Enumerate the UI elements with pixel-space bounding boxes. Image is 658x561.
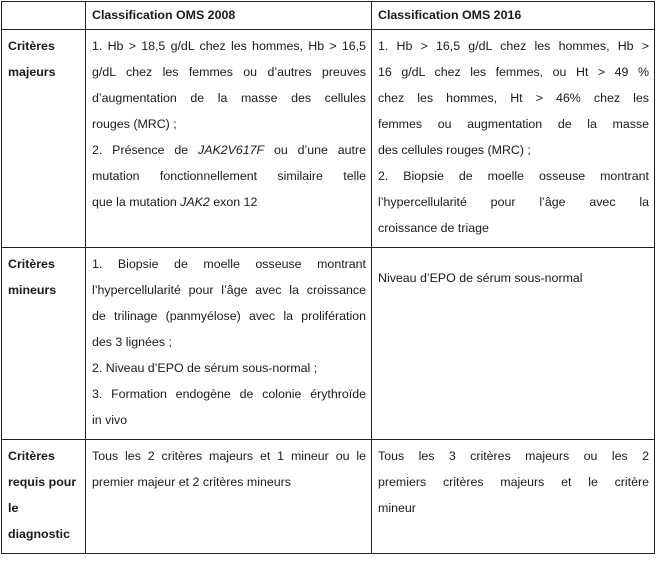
text-line — [92, 137, 366, 163]
row-label-line: mineurs — [8, 283, 57, 297]
text-line: l’hypercellularité pour l’âge avec la — [378, 195, 649, 209]
row-label-minor — [2, 248, 86, 440]
row-label-line: majeurs — [8, 65, 56, 79]
minor-2008-cell — [86, 248, 372, 440]
text-line: 1. Hb > 18,5 g/dL chez les hommes, Hb > 16,5 — [92, 39, 366, 53]
text-line: mineur — [378, 501, 416, 515]
text-fragment: exon 12 — [209, 195, 258, 209]
row-label-required — [2, 440, 86, 554]
row-label-major — [2, 30, 86, 248]
required-2008-cell — [86, 440, 372, 554]
minor-2016-cell — [372, 248, 655, 440]
text-line: 1. Hb > 16,5 g/dL chez les hommes, Hb > — [378, 39, 649, 53]
text-line: rouges (MRC) ; — [92, 117, 177, 131]
major-2008-cell — [86, 30, 372, 248]
row-label-line: le — [8, 501, 19, 515]
who-classification-table — [1, 1, 655, 554]
header-oms-2008: Classification OMS 2008 — [86, 2, 372, 30]
row-label-line: requis pour — [8, 475, 77, 489]
text-fragment: 2. Présence de — [92, 143, 198, 157]
table-row-major-criteria — [2, 30, 655, 248]
text-line: chez les hommes, Ht > 46% chez les — [378, 91, 649, 105]
text-line: 2. Niveau d’EPO de sérum sous-normal ; — [92, 361, 318, 375]
text-fragment: ou d’une autre — [264, 143, 366, 157]
text-line: g/dL chez les femmes ou d’autres preuves — [92, 65, 366, 79]
required-2016-cell — [372, 440, 655, 554]
text-line: des cellules rouges (MRC) ; — [378, 143, 531, 157]
text-line: in vivo — [92, 413, 128, 427]
row-label-line: Critères — [8, 257, 55, 271]
major-2016-cell — [372, 30, 655, 248]
text-line: des 3 lignées ; — [92, 335, 172, 349]
text-line: premiers critères majeurs et le critère — [378, 475, 649, 489]
text-line: 3. Formation endogène de colonie érythroïde — [92, 387, 366, 401]
text-line: mutation fonctionnellement similaire telle — [92, 169, 366, 183]
text-line: Tous les 2 critères majeurs et 1 mineur ou le — [92, 449, 366, 463]
header-row — [2, 2, 655, 30]
gene-name-jak2v617f: JAK2V617F — [198, 143, 265, 157]
text-fragment: que la mutation — [92, 195, 181, 209]
table-row-minor-criteria — [2, 248, 655, 440]
text-line: 16 g/dL chez les femmes, ou Ht > 49 % — [378, 65, 649, 79]
row-label-line: diagnostic — [8, 527, 70, 541]
text-line: Tous les 3 critères majeurs ou les 2 — [378, 449, 649, 463]
text-line — [92, 189, 366, 215]
row-label-line: Critères — [8, 39, 55, 53]
text-line: l’hypercellularité pour l’âge avec la croissance — [92, 283, 366, 297]
text-line: d’augmentation de la masse des cellules — [92, 91, 366, 105]
gene-name-jak2: JAK2 — [180, 195, 210, 209]
table-row-required-criteria — [2, 440, 655, 554]
text-line: Niveau d’EPO de sérum sous-normal — [378, 271, 583, 285]
corner-cell — [2, 2, 86, 30]
text-line: croissance de triage — [378, 221, 489, 235]
text-line: 1. Biopsie de moelle osseuse montrant — [92, 257, 366, 271]
text-line: femmes ou augmentation de la masse — [378, 117, 649, 131]
header-oms-2016: Classification OMS 2016 — [372, 2, 655, 30]
text-line: 2. Biopsie de moelle osseuse montrant — [378, 169, 649, 183]
text-line: de trilinage (panmyélose) avec la prolifération — [92, 309, 366, 323]
text-line: premier majeur et 2 critères mineurs — [92, 475, 292, 489]
row-label-line: Critères — [8, 449, 55, 463]
